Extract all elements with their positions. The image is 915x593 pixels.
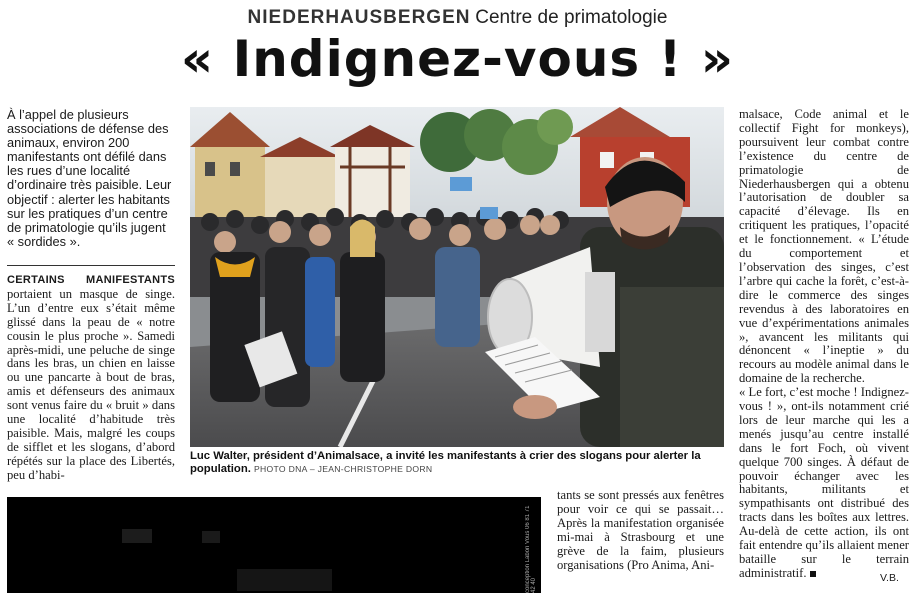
lead-divider (7, 265, 175, 266)
paragraph-intro: CERTAINS MANIFESTANTS (7, 274, 175, 286)
column-1-text: portaient un masque de singe. L’un d’entre eux s’était même glissé dans la peau de « notre cousin le plus proche ». Samedi après-midi, une peluche de singe dans les bras, un chien en laisse ou une pancarte à bout de bras, amis et défenseurs des animaux sont venus faire du « bruit » dans une localité d’habitude très paisible. Mais, malgré les coups de sifflet et les slogans, d’abord répétés sur la place des Libertés, peu d’habi- (7, 286, 175, 482)
advertisement-graphic (7, 497, 541, 593)
author-signature: V.B. (880, 572, 899, 584)
article-lead: À l’appel de plusieurs associations de défense des animaux, environ 200 manifestants ont défilé dans les rues d’une localité d’ordinaire très paisible. Leur objectif : alerter les habitants sur les pratiques d’un centre de primatologie qu’ils jugent « sordides ». (7, 107, 172, 249)
photo-credit: PHOTO DNA – JEAN-CHRISTOPHE DORN (254, 464, 433, 475)
advertisement (7, 497, 541, 593)
kicker-subtitle: Centre de primatologie (475, 7, 668, 28)
column-3-paragraph-1: malsace, Code animal et le collectif Fight for monkeys), poursuivent leur combat contre l’existence du centre de primatologie de Niederhausbergen qui a obtenu l’autorisation de doubler sa capacité d’élevage. Ils en critiquent les pratiques, l’opacité et le fonctionnement. « L’étude du comportement et l’observation des singes, c’est l’arbre qui cache la forêt, c’est-à-dire le commerce des singes revendus à des laboratoires en vue d’expérimentations animales », avancent les militants qui dénoncent « l’ineptie » du recours au modèle animal dans le domaine de la recherche. (739, 107, 909, 386)
column-3-paragraph-2-text: « Le fort, c’est moche ! Indignez-vous ! », ont-ils notamment crié lors de leur marche qui les a menés jusqu’au centre installé dans le fort Foch, où vivent quelque 700 singes. À défaut de pouvoir échanger avec les habitants, militants et sympathisants ont distribué des tracts dans les boîtes aux lettres. Au-delà de cette action, ils ont fait entendre qu’ils allaient mener bataille sur le terrain administratif. (739, 385, 909, 580)
article-column-1 (7, 273, 175, 483)
end-of-article-mark (810, 571, 816, 577)
protest-photo-illustration (190, 107, 724, 447)
article-photo (190, 107, 724, 447)
column-3-paragraph-2 (739, 386, 909, 581)
article-headline: « Indignez-vous ! » (180, 30, 735, 88)
photo-caption (190, 450, 724, 477)
advertisement-vertical-text: conception Labon Vous 06 81 71 42 40 (525, 505, 537, 593)
kicker-place: NIEDERHAUSBERGEN (247, 7, 471, 28)
article-column-3 (739, 108, 909, 581)
article-kicker (0, 7, 915, 29)
photo-caption-text: Luc Walter, président d’Animalsace, a invité les manifestants à crier des slogans pour alerter la population. (190, 450, 701, 476)
article-column-2: tants se sont pressés aux fenêtres pour voir ce qui se passait… Après la manifestation organisée mi-mai à Strasbourg et une grève de la faim, plusieurs organisations (Pro Anima, Ani- (557, 488, 724, 572)
